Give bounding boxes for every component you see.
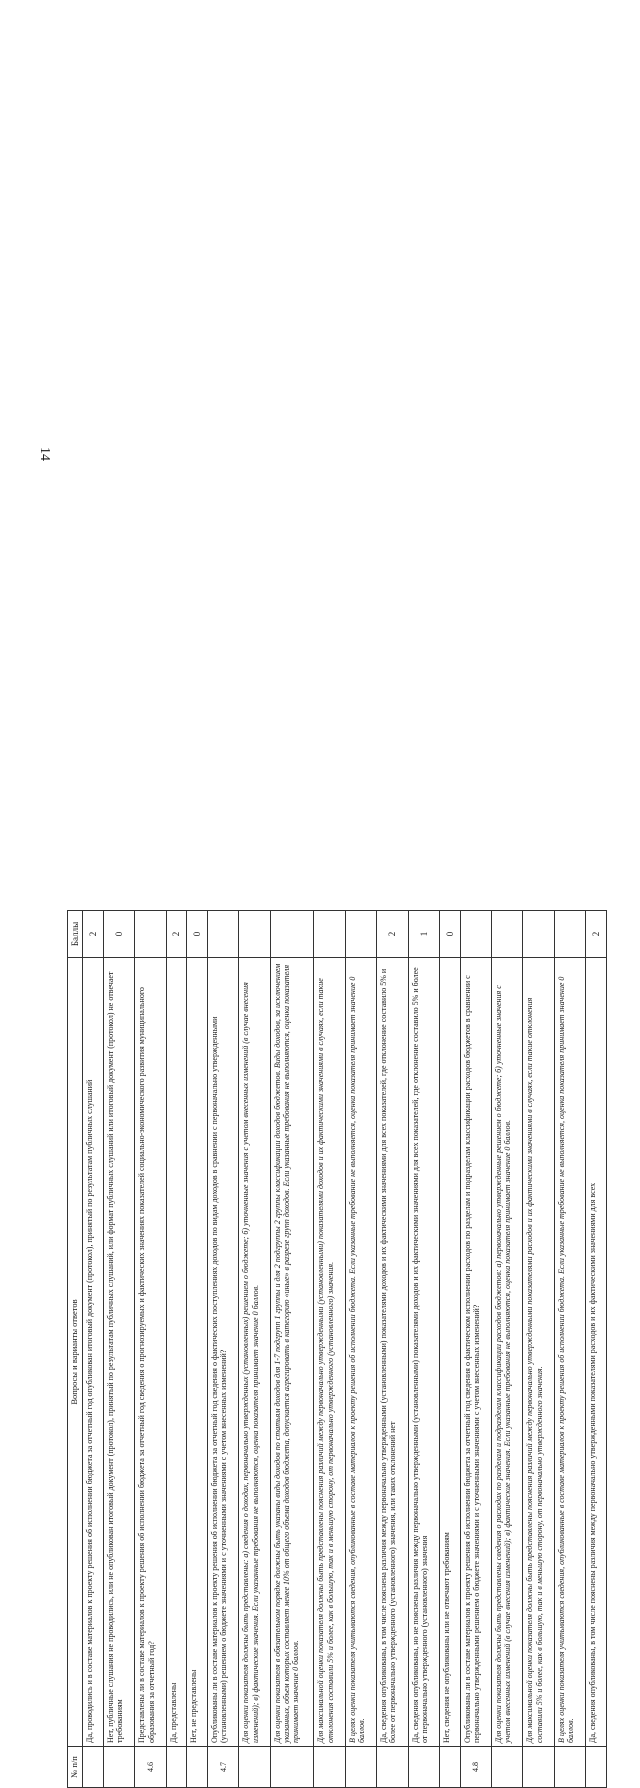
criteria-table xyxy=(67,910,607,1788)
table-row xyxy=(239,911,270,1788)
row-note: В целях оценки показателя учитываются сведения, опубликованные в составе материалов к проекту решения об исполнении бюджета. Если указанные требование не выполняется, оценка показателя принимает значение 0 баллов. xyxy=(345,958,376,1747)
table-row xyxy=(523,911,554,1788)
row-number xyxy=(345,1747,376,1788)
table-row xyxy=(166,911,187,1788)
table-row xyxy=(314,911,345,1788)
row-score: 2 xyxy=(377,911,408,958)
row-number xyxy=(166,1747,187,1788)
header-score: Баллы xyxy=(68,911,83,958)
rotated-page xyxy=(67,910,607,1788)
row-text: Нет, публичные слушания не проводились, или не опубликован итоговый документ (протокол), принятый по результатам публичных слушаний, или формат публичных слушаний или итоговый документ (протокол) не отвечает требованиям xyxy=(103,958,134,1747)
table-row xyxy=(440,911,461,1788)
row-score: 2 xyxy=(83,911,104,958)
row-number: 4.8 xyxy=(460,1747,491,1788)
table-row xyxy=(83,911,104,1788)
table-row xyxy=(460,911,491,1788)
row-score: 0 xyxy=(187,911,208,958)
row-number xyxy=(586,1747,607,1788)
table-row xyxy=(554,911,585,1788)
row-score xyxy=(460,911,491,958)
row-note: Для максимальной оценки показателя должны быть представлены пояснения различий между первоначально утвержденными (установленными) показателями доходов и их фактическими значениями в случаях, если такие отклонения составили 5% и более, как в большую, так и в меньшую сторону, от первоначально утвержденного (установленного) значения. xyxy=(314,958,345,1747)
row-text: Да, представлены xyxy=(166,958,187,1747)
row-number xyxy=(440,1747,461,1788)
row-score: 2 xyxy=(166,911,187,958)
table-row xyxy=(377,911,408,1788)
row-score: 0 xyxy=(103,911,134,958)
table-row xyxy=(103,911,134,1788)
row-score: 1 xyxy=(408,911,439,958)
row-score xyxy=(207,911,238,958)
row-text: Нет, сведения не опубликованы или не отвечают требованиям xyxy=(440,958,461,1747)
table-row xyxy=(586,911,607,1788)
row-number xyxy=(270,1747,314,1788)
row-text: Да, сведения опубликованы, но не пояснены различия между первоначально утвержденными (установленными) показателями доходов и их фактическими значениями для всех показателей, где отклонение составило 5% и более от первоначально утвержденного (установленного) значения xyxy=(408,958,439,1747)
table-header-row xyxy=(68,911,83,1788)
row-number xyxy=(239,1747,270,1788)
row-number: 4.7 xyxy=(207,1747,238,1788)
row-number: 4.6 xyxy=(135,1747,166,1788)
row-score: 2 xyxy=(586,911,607,958)
table-row xyxy=(187,911,208,1788)
row-note: Для оценки показателя в обязательном порядке должны быть указаны виды доходов по статьям доходов для 1-7 подгрупп 1 группы и для 2 подгруппы 2 группы классификации доходов бюджетов. Виды доходов, за исключением указанных, объем которых составляет менее 10% от общего объема доходов бюджета, допускается агрегировать в категорию «иные» в разрезе групп доходов. Если указанные требования не выполняются, оценка показателя принимает значение 0 баллов. xyxy=(270,958,314,1747)
row-note: Для оценки показателя должны быть представлены: а) сведения о доходах, первоначально утвержденных (установленных) решением о бюджете; б) уточненные значения с учетом внесенных изменений (в случае внесения изменений); в) фактические значения. Если указанные требования не выполняются, оценка показателя принимает значение 0 баллов. xyxy=(239,958,270,1747)
row-text: Да, сведения опубликованы, в том числе пояснены различия между первоначально утвержденными показателями расходов и их фактическими значениями для всех xyxy=(586,958,607,1747)
header-question: Вопросы и варианты ответов xyxy=(68,958,83,1747)
row-number xyxy=(377,1747,408,1788)
page-number: 14 xyxy=(37,447,52,461)
row-note: В целях оценки показателя учитываются сведения, опубликованные в составе материалов к проекту решения об исполнении бюджета. Если указанные требование не выполняется, оценка показателя принимает значение 0 баллов. xyxy=(554,958,585,1747)
row-number xyxy=(103,1747,134,1788)
row-score: 0 xyxy=(440,911,461,958)
row-score xyxy=(135,911,166,958)
row-number xyxy=(187,1747,208,1788)
row-text: Опубликованы ли в составе материалов к проекту решения об исполнении бюджета за отчетный год сведения о фактических поступлениях доходов по видам доходов в сравнении с первоначально утвержденными (установленными) решением о бюджете значениями и с уточненными значениями с учетом внесенных изменений? xyxy=(207,958,238,1747)
row-score xyxy=(314,911,345,958)
row-score xyxy=(239,911,270,958)
row-text: Да, сведения опубликованы, в том числе пояснена различия между первоначально утвержденными (установленными) показателями доходов и их фактическими значениями для всех показателей, где отклонение составило 5% и более от первоначально утвержденного (установленного) значения, или таких отклонений нет xyxy=(377,958,408,1747)
table-row xyxy=(492,911,523,1788)
row-number xyxy=(408,1747,439,1788)
row-text: Опубликованы ли в составе материалов к проекту решения об исполнении бюджета за отчетный год сведения о фактическом исполнении расходов по разделам и подразделам классификации расходов бюджетов в сравнении с первоначально утвержденными решением о бюджете значениями и с уточненными значениями с учетом внесенных изменений? xyxy=(460,958,491,1747)
row-number xyxy=(314,1747,345,1788)
row-number xyxy=(83,1747,104,1788)
row-number xyxy=(554,1747,585,1788)
row-note: Для максимальной оценки показателя должны быть представлены пояснения различий между первоначально утвержденными показателями расходов и их фактическими значениями в случаях, если такие отклонения составили 5% и более, как в большую, так и в меньшую сторону, от первоначально утвержденного значения. xyxy=(523,958,554,1747)
table-row xyxy=(408,911,439,1788)
row-text: Нет, не представлены xyxy=(187,958,208,1747)
row-text: Представлены ли в составе материалов к проекту решения об исполнении бюджета за отчетный год сведения о прогнозируемых и фактических значениях показателей социально-экономического развития муниципального образования за отчетный год? xyxy=(135,958,166,1747)
row-text: Да, проводились и в составе материалов к проекту решения об исполнении бюджета за отчетный год опубликован итоговый документ (протокол), принятый по результатам публичных слушаний xyxy=(83,958,104,1747)
row-score xyxy=(270,911,314,958)
row-note: Для оценки показателя должны быть представлены сведения о расходах по разделам и подразделам классификации расходов бюджетов: а) первоначально утвержденные решением о бюджете; б) уточненные значения с учетом внесенных изменений (в случае внесения изменений); в) фактические значения. Если указанные требования не выполняются, оценка показателя принимает значение 0 баллов. xyxy=(492,958,523,1747)
row-score xyxy=(523,911,554,958)
row-score xyxy=(345,911,376,958)
table-row xyxy=(345,911,376,1788)
row-number xyxy=(492,1747,523,1788)
table-row xyxy=(135,911,166,1788)
row-number xyxy=(523,1747,554,1788)
header-num: № п/п xyxy=(68,1747,83,1788)
row-score xyxy=(492,911,523,958)
row-score xyxy=(554,911,585,958)
table-row xyxy=(270,911,314,1788)
table-row xyxy=(207,911,238,1788)
